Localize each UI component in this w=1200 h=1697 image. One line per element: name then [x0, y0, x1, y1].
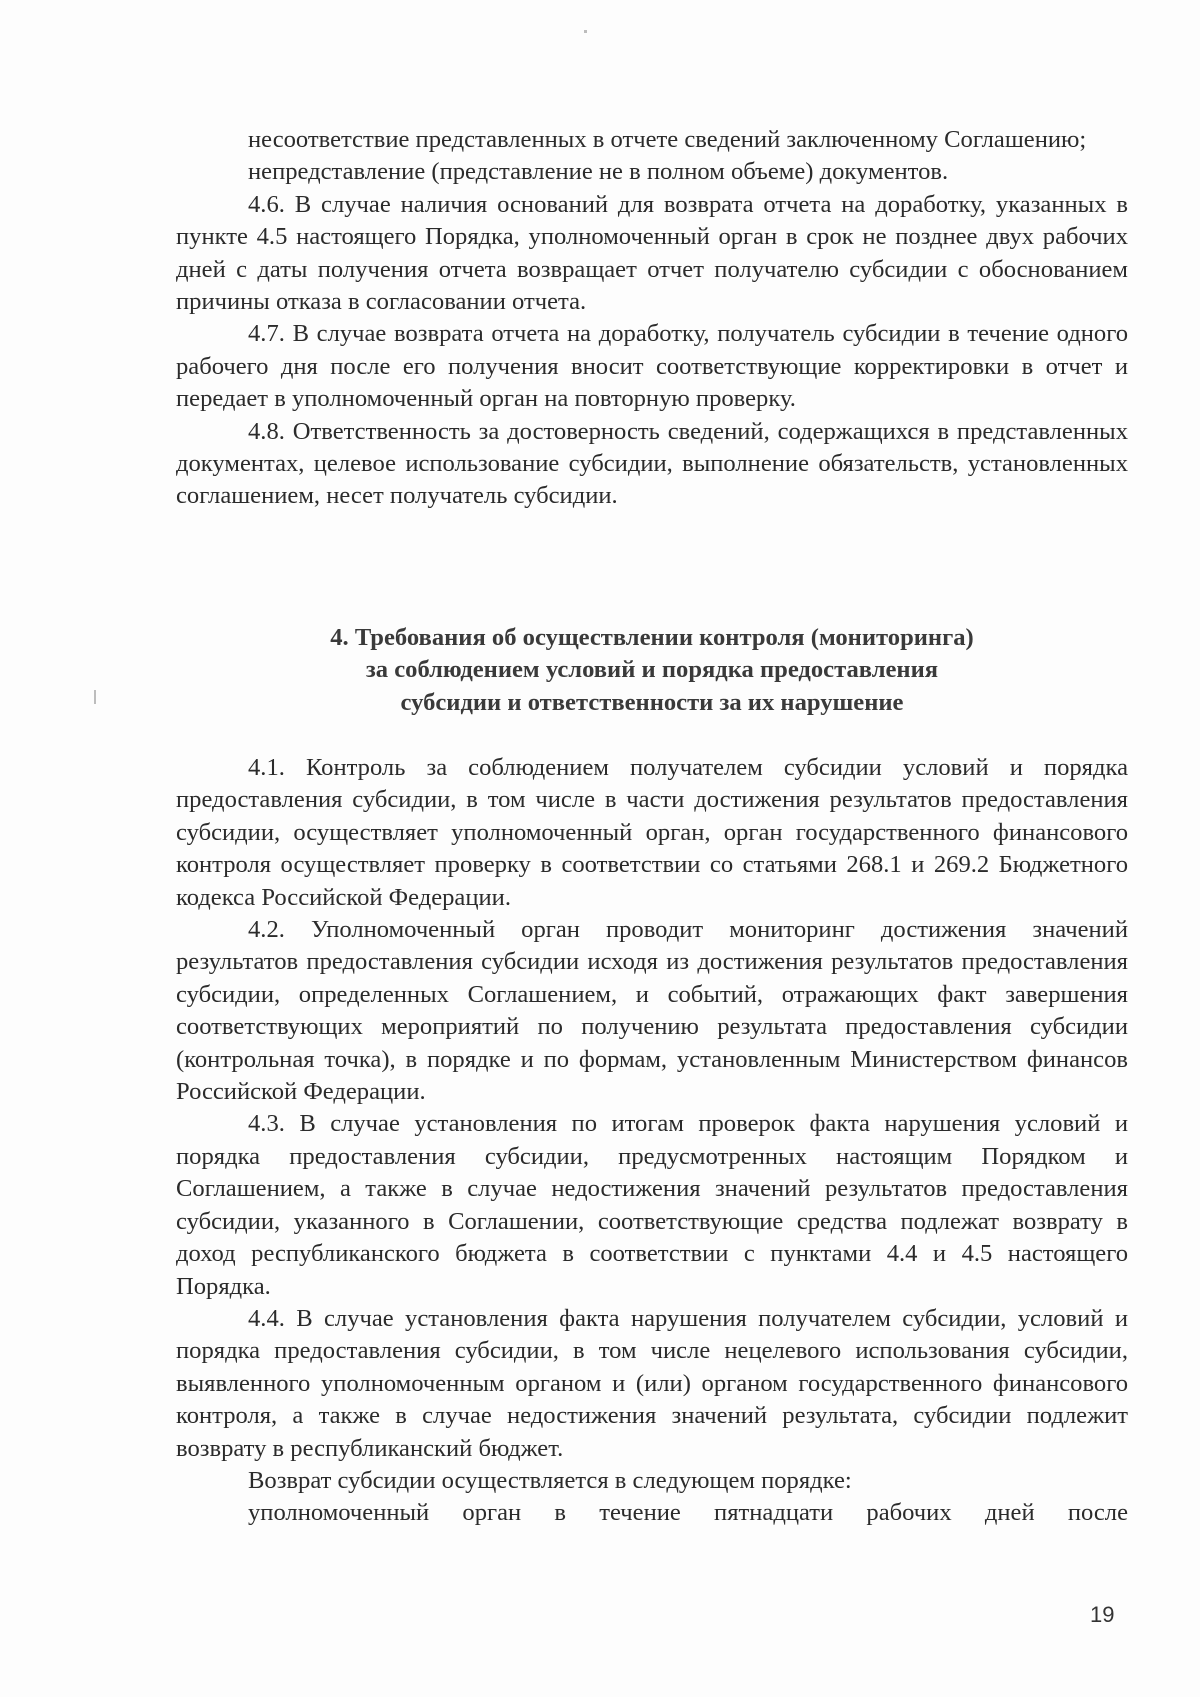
paragraph-missing-documents-clause: непредставление (представление не в полном объеме) документов.: [248, 158, 949, 186]
section-4-heading: [176, 622, 1128, 719]
heading-line-1: 4. Требования об осуществлении контроля (мониторинга): [330, 624, 974, 651]
paragraph-authorized-body-continuation: уполномоченный орган в течение пятнадцати рабочих дней после: [248, 1499, 1128, 1527]
paragraph-4-7: 4.7. В случае возврата отчета на доработку, получатель субсидии в течение одного рабочего дня после его получения вносит соответствующие корректировки в отчет и передает в уполномоченный орган на повторную проверку.: [176, 320, 1128, 413]
text-block-upper: [176, 124, 1128, 513]
scan-top-mark: [584, 30, 587, 33]
heading-line-3: субсидии и ответственности за их нарушение: [400, 688, 904, 716]
page-number: 19: [1090, 1602, 1115, 1627]
paragraph-4-6: 4.6. В случае наличия оснований для возврата отчета на доработку, указанных в пункте 4.5 настоящего Порядка, уполномоченный орган в срок не позднее двух рабочих дней с даты получения отчета возвращает отчет получателю субсидии с обоснованием причины отказа в согласовании отчета.: [176, 190, 1128, 316]
paragraph-4-2: 4.2. Уполномоченный орган проводит мониторинг достижения значений результатов предоставления субсидии исходя из достижения результатов предоставления субсидии, определенных Соглашением, и событий, отражающих факт завершения соответствующих мероприятий по получению результата предоставления субсидии (контрольная точка), в порядке и по формам, установленным Министерством финансов Российской Федерации.: [176, 916, 1128, 1106]
paragraph-4-8: 4.8. Ответственность за достоверность сведений, содержащихся в представленных документах, целевое использование субсидии, выполнение обязательств, установленных соглашением, несет получатель субсидии.: [176, 417, 1128, 510]
paragraph-return-procedure: Возврат субсидии осуществляется в следующем порядке:: [248, 1466, 852, 1494]
paragraph-4-1: 4.1. Контроль за соблюдением получателем субсидии условий и порядка предоставления субсидии, в том числе в части достижения результатов предоставления субсидии, осуществляет уполномоченный орган, орган государственного финансового контроля осуществляет проверку в соответствии со статьями 268.1 и 269.2 Бюджетного кодекса Российской Федерации.: [176, 754, 1128, 911]
text-block-lower: [176, 752, 1128, 1530]
heading-line-2: за соблюдением условий и порядка предоставления: [365, 656, 939, 684]
scan-margin-mark: [94, 690, 96, 704]
paragraph-4-4: 4.4. В случае установления факта нарушения получателем субсидии, условий и порядка предоставления субсидии, в том числе нецелевого использования субсидии, выявленного уполномоченным органом и (или) органом государственного финансового контроля, а также в случае недостижения значений результата, субсидии подлежит возврату в республиканский бюджет.: [176, 1304, 1128, 1462]
paragraph-4-3: 4.3. В случае установления по итогам проверок факта нарушения условий и порядка предоставления субсидии, предусмотренных настоящим Порядком и Соглашением, а также в случае недостижения значений результатов предоставления субсидии, указанного в Соглашении, соответствующие средства подлежат возврату в доход республиканского бюджета в соответствии с пунктами 4.4 и 4.5 настоящего Порядка.: [176, 1110, 1128, 1300]
paragraph-mismatch-clause: несоответствие представленных в отчете сведений заключенному Соглашению;: [248, 126, 1087, 153]
